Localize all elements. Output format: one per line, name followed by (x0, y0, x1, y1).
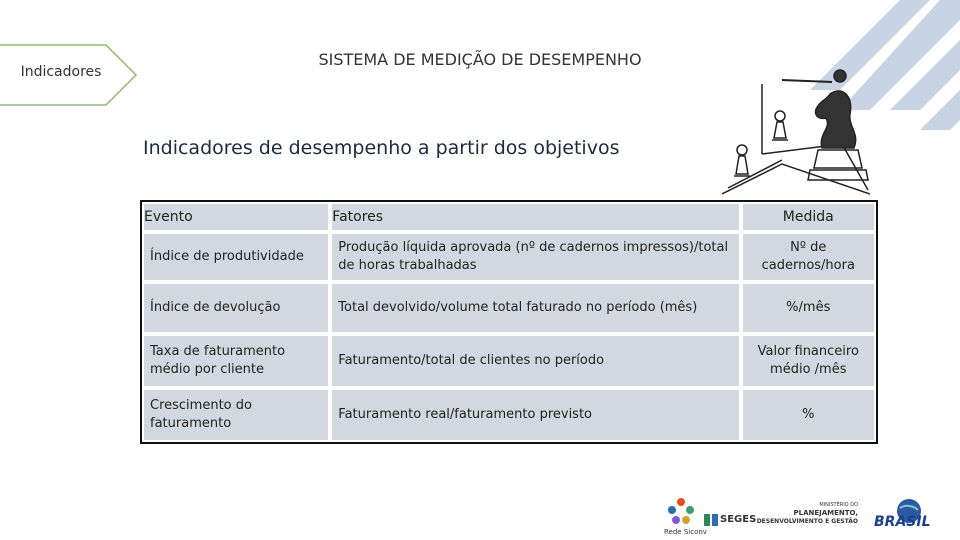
cell-medida: Valor financeiro médio /mês (741, 334, 876, 388)
rede-siconv-logo-icon (666, 496, 696, 526)
ministerio-logo-line1: MINISTÉRIO DO (819, 502, 858, 508)
cell-fatores: Total devolvido/volume total faturado no período (mês) (330, 282, 740, 334)
rede-siconv-logo-text: Rede Siconv (664, 528, 707, 536)
table-row (142, 388, 876, 442)
cell-medida: %/mês (741, 282, 876, 334)
table-header-row (142, 202, 876, 232)
cell-medida: Nº de cadernos/hora (741, 232, 876, 282)
ministerio-logo-line2: PLANEJAMENTO, (793, 509, 858, 517)
cell-evento: Índice de produtividade (142, 232, 330, 282)
indicators-table (142, 202, 876, 442)
section-tag-label: Indicadores (20, 64, 102, 80)
column-header-evento: Evento (142, 202, 330, 232)
cell-fatores: Faturamento real/faturamento previsto (330, 388, 740, 442)
cell-evento: Índice de devolução (142, 282, 330, 334)
page-subtitle: Indicadores de desempenho a partir dos objetivos (143, 137, 620, 159)
seges-logo-text: SEGES (720, 514, 757, 525)
table-row (142, 282, 876, 334)
ministerio-logo-line3: DESENVOLVIMENTO E GESTÃO (756, 518, 858, 525)
table-row (142, 334, 876, 388)
column-header-medida: Medida (741, 202, 876, 232)
cell-evento: Taxa de faturamento médio por cliente (142, 334, 330, 388)
column-header-fatores: Fatores (330, 202, 740, 232)
cell-medida: % (741, 388, 876, 442)
brasil-logo-text: BRASIL (874, 514, 931, 530)
table-row (142, 232, 876, 282)
footer-logos (660, 494, 960, 540)
cell-evento: Crescimento do faturamento (142, 388, 330, 442)
cell-fatores: Faturamento/total de clientes no período (330, 334, 740, 388)
cell-fatores: Produção líquida aprovada (nº de cadernos impressos)/total de horas trabalhadas (330, 232, 740, 282)
seges-logo-icon (704, 514, 718, 526)
page-title: SISTEMA DE MEDIÇÃO DE DESEMPENHO (318, 50, 642, 69)
chess-pieces-illustration (722, 64, 870, 200)
